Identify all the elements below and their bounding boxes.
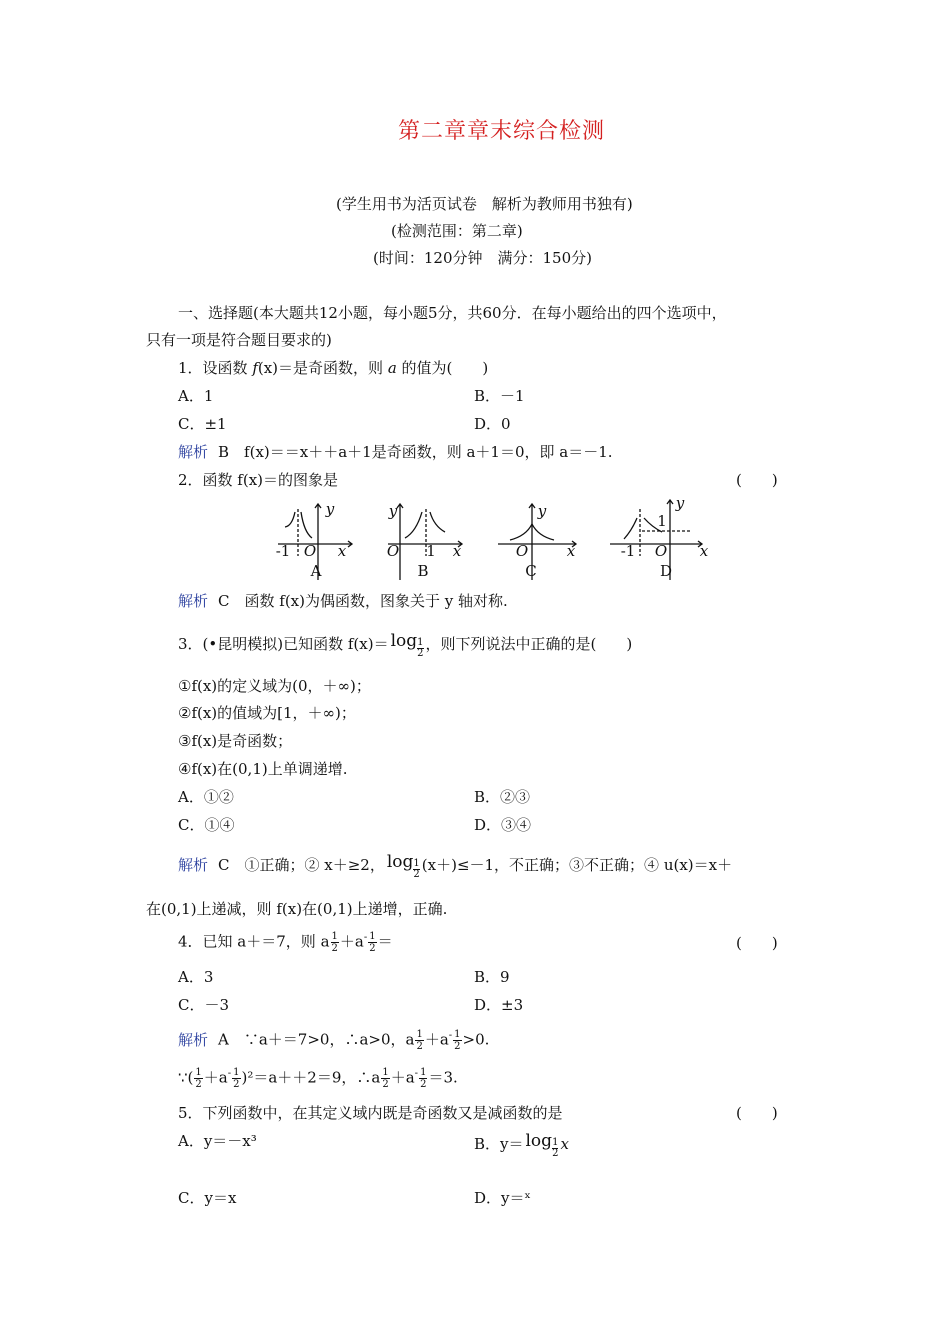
graph-b-one-label: 1	[426, 542, 436, 560]
graph-d	[610, 494, 709, 580]
graph-a	[276, 500, 352, 580]
q4-option-a: A．3	[178, 968, 214, 986]
graph-a-origin-label: O	[303, 542, 317, 560]
graph-a-neg1-label: -1	[275, 542, 291, 560]
section-heading-cont: 只有一项是符合题目要求的)	[146, 331, 332, 349]
graph-d-neg1-label: -1	[620, 542, 636, 560]
graph-a-y-label: y	[325, 500, 335, 518]
log-half-expr: log $\frac{1}{2}$	[386, 852, 420, 880]
q4-analysis-2: ∵( $\frac{1}{2}$ ＋a- $\frac{1}{2}$ )²＝a＋＋2＝9，∴a $\frac{1}{2}$ ＋a- $\frac{1}{2}$ ＝3.	[178, 1067, 458, 1090]
analysis-label: 解析	[178, 1030, 209, 1049]
q4-option-c: C．－3	[178, 996, 230, 1014]
q5-option-d: D．y＝ˣ	[474, 1189, 531, 1207]
q3-analysis-cont: 在(0,1)上递减，则 f(x)在(0,1)上递增，正确.	[146, 900, 448, 918]
graph-c-label: C	[525, 562, 537, 580]
graph-c-y-label: y	[537, 502, 547, 520]
q3-option-a: A．①②	[178, 788, 234, 806]
q3-statement-4: ④f(x)在(0,1)上单调递增.	[178, 760, 348, 778]
q1-stem: 1．设函数 f(x)＝是奇函数，则 a 的值为( )	[178, 359, 489, 377]
q5-option-c: C．y＝x	[178, 1189, 237, 1207]
q1-option-d: D．0	[474, 415, 511, 433]
graph-b	[387, 502, 462, 580]
graph-b-y-label: y	[388, 502, 398, 520]
log-half-expr: log $\frac{1}{2}$	[390, 631, 424, 659]
q2-analysis: 解析 C 函数 f(x)为偶函数，图象关于 y 轴对称.	[178, 592, 508, 610]
q4-answer-paren: ( )	[736, 934, 778, 952]
q3-statement-2: ②f(x)的值域为[1，＋∞)；	[178, 704, 356, 722]
graph-a-x-label: x	[337, 542, 347, 560]
graph-d-one-label: 1	[657, 512, 667, 530]
graph-d-y-label: y	[675, 494, 685, 512]
analysis-label: 解析	[178, 443, 209, 461]
subtitle-1: (学生用书为活页试卷 解析为教师用书独有)	[336, 195, 633, 213]
q4-option-d: D．±3	[474, 996, 524, 1014]
analysis-label: 解析	[178, 856, 209, 874]
q5-option-b: B．y＝ log $\frac{1}{2}$ x	[474, 1131, 569, 1159]
graph-b-origin-label: O	[386, 542, 400, 560]
q3-analysis: 解析 C ①正确；② x＋≥2， log $\frac{1}{2}$ (x＋)≤－1，不正确；③不正确；④ u(x)＝x＋	[178, 852, 733, 880]
q1-analysis: 解析 B f(x)＝＝x＋＋a＋1是奇函数，则 a＋1＝0，即 a＝－1.	[178, 443, 613, 461]
q3-option-d: D．③④	[474, 816, 532, 834]
q3-stem: 3．(•昆明模拟)已知函数 f(x)＝ log $\frac{1}{2}$ ，则下列说法中正确的是( )	[178, 631, 633, 659]
q4-analysis-1: 解析 A ∵a＋＝7>0，∴a>0，a $\frac{1}{2}$ ＋a- $\frac{1}{2}$ >0.	[178, 1029, 490, 1052]
q2-stem: 2．函数 f(x)＝的图象是	[178, 471, 339, 489]
graph-b-x-label: x	[452, 542, 462, 560]
q5-option-a: A．y＝－x³	[178, 1132, 257, 1150]
q3-option-c: C．①④	[178, 816, 235, 834]
log-half-expr: log $\frac{1}{2}$	[525, 1131, 559, 1159]
q1-option-b: B．－1	[474, 387, 525, 405]
q3-statement-3: ③f(x)是奇函数；	[178, 732, 293, 750]
page-title: 第二章章末综合检测	[398, 119, 606, 144]
graph-d-x-label: x	[699, 542, 709, 560]
q5-answer-paren: ( )	[736, 1104, 778, 1122]
q1-option-a: A．1	[178, 387, 214, 405]
subtitle-3: (时间：120分钟 满分：150分)	[373, 249, 592, 267]
analysis-label: 解析	[178, 592, 209, 610]
section-heading: 一、选择题(本大题共12小题，每小题5分，共60分．在每小题给出的四个选项中，	[178, 304, 727, 322]
q2-graphs	[270, 494, 720, 584]
q5-stem: 5．下列函数中，在其定义域内既是奇函数又是减函数的是	[178, 1104, 563, 1122]
graph-c-x-label: x	[566, 542, 576, 560]
q2-answer-paren: ( )	[736, 471, 778, 489]
q3-option-b: B．②③	[474, 788, 531, 806]
graph-a-label: A	[310, 562, 322, 580]
q3-statement-1: ①f(x)的定义域为(0，＋∞)；	[178, 677, 371, 695]
q4-stem: 4．已知 a＋＝7，则 a $\frac{1}{2}$ ＋a- $\frac{1}{2}$ ＝	[178, 931, 393, 954]
graph-c-origin-label: O	[515, 542, 529, 560]
q1-option-c: C．±1	[178, 415, 227, 433]
graph-c	[498, 502, 576, 580]
graph-b-label: B	[417, 562, 429, 580]
graph-d-origin-label: O	[654, 542, 668, 560]
graph-d-label: D	[659, 562, 673, 580]
q4-option-b: B．9	[474, 968, 510, 986]
subtitle-2: (检测范围：第二章)	[391, 222, 523, 240]
